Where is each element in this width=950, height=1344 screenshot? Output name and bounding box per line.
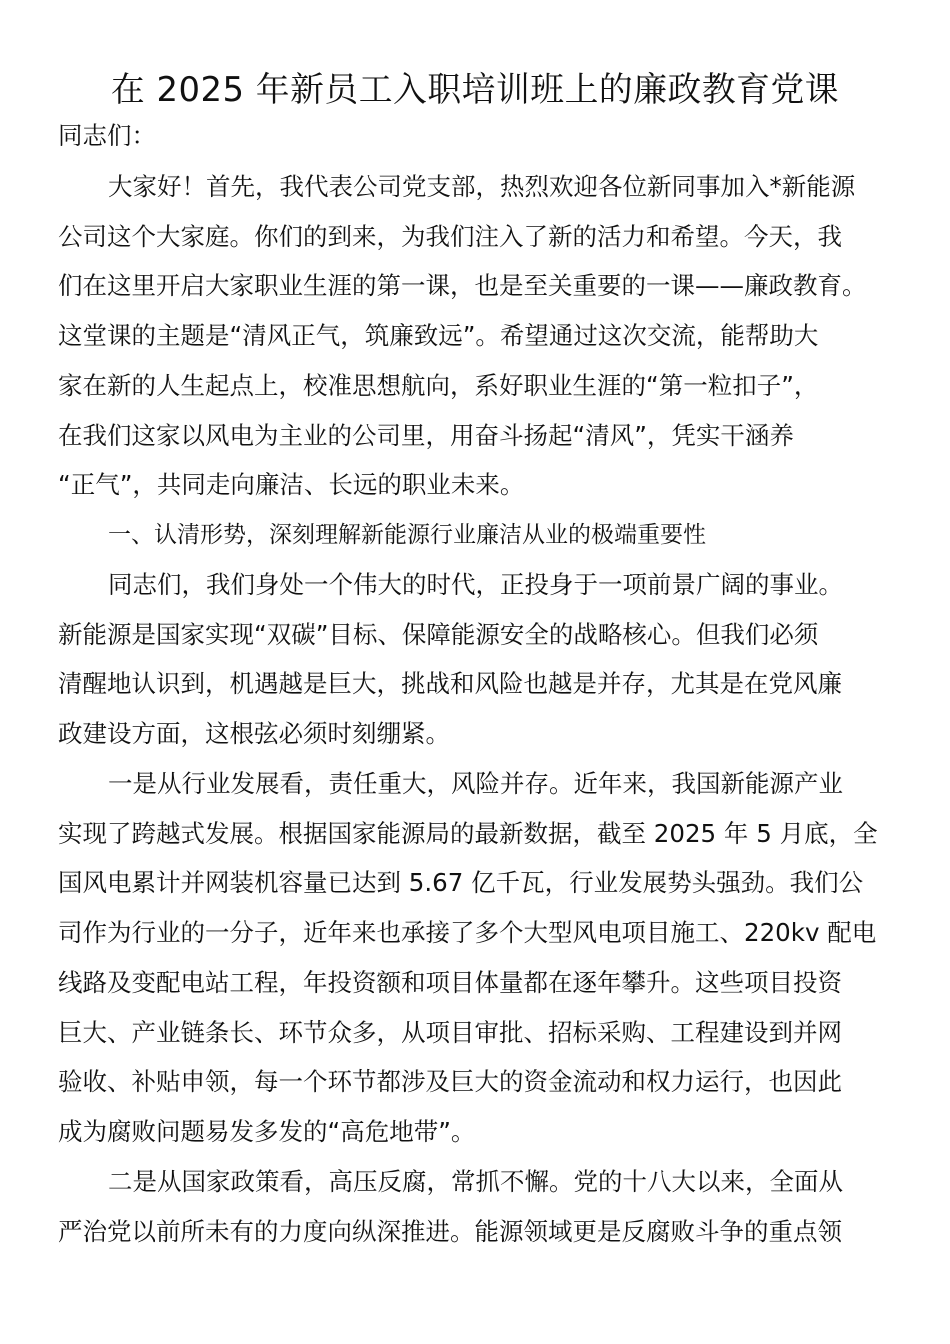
- salutation: 同志们：: [58, 121, 156, 150]
- section-heading: 一、认清形势，深刻理解新能源行业廉洁从业的极端重要性: [108, 522, 706, 548]
- text-line: 一是从行业发展看，责任重大，风险并存。近年来，我国新能源产业: [108, 769, 843, 798]
- document-title: 在 2025 年新员工入职培训班上的廉政教育党课: [110, 70, 840, 109]
- text-line: 巨大、产业链条长、环节众多，从项目审批、招标采购、工程建设到并网: [58, 1018, 842, 1047]
- text-line: 们在这里开启大家职业生涯的第一课，也是至关重要的一课——廉政教育。: [58, 271, 867, 300]
- text-line: 成为腐败问题易发多发的“高危地带”。: [58, 1117, 476, 1146]
- text-line: 政建设方面，这根弦必须时刻绷紧。: [58, 719, 450, 748]
- text-line: 公司这个大家庭。你们的到来，为我们注入了新的活力和希望。今天，我: [58, 222, 842, 251]
- text-line: “正气”，共同走向廉洁、长远的职业未来。: [58, 470, 525, 499]
- text-line: 大家好！首先，我代表公司党支部，热烈欢迎各位新同事加入*新能源: [108, 172, 856, 201]
- text-line: 在我们这家以风电为主业的公司里，用奋斗扬起“清风”，凭实干涵养: [58, 421, 794, 450]
- text-line: 司作为行业的一分子，近年来也承接了多个大型风电项目施工、220kv 配电: [58, 918, 877, 947]
- text-line: 验收、补贴申领，每一个环节都涉及巨大的资金流动和权力运行，也因此: [58, 1067, 842, 1096]
- text-line: 新能源是国家实现“双碳”目标、保障能源安全的战略核心。但我们必须: [58, 620, 819, 649]
- text-line: 这堂课的主题是“清风正气，筑廉致远”。希望通过这次交流，能帮助大: [58, 321, 819, 350]
- text-line: 严治党以前所未有的力度向纵深推进。能源领域更是反腐败斗争的重点领: [58, 1217, 842, 1246]
- text-line: 清醒地认识到，机遇越是巨大，挑战和风险也越是并存，尤其是在党风廉: [58, 669, 842, 698]
- text-line: 家在新的人生起点上，校准思想航向，系好职业生涯的“第一粒扣子”，: [58, 371, 819, 400]
- text-line: 同志们，我们身处一个伟大的时代，正投身于一项前景广阔的事业。: [108, 570, 843, 599]
- text-line: 实现了跨越式发展。根据国家能源局的最新数据，截至 2025 年 5 月底，全: [58, 819, 878, 848]
- text-line: 国风电累计并网装机容量已达到 5.67 亿千瓦，行业发展势头强劲。我们公: [58, 868, 864, 897]
- text-line: 二是从国家政策看，高压反腐，常抓不懈。党的十八大以来，全面从: [108, 1167, 843, 1196]
- text-line: 线路及变配电站工程，年投资额和项目体量都在逐年攀升。这些项目投资: [58, 968, 842, 997]
